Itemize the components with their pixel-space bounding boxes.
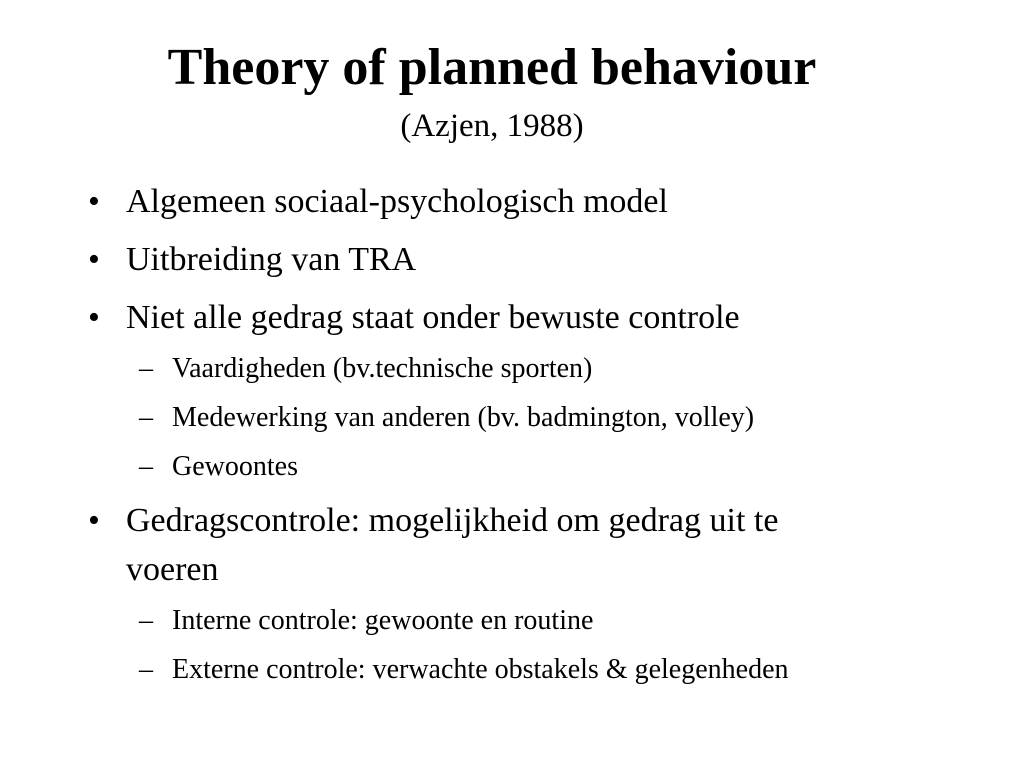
sub-bullet-item: [139, 351, 593, 387]
bullet-marker: •: [88, 183, 100, 220]
bullet-text: voeren: [126, 551, 219, 588]
sub-bullet-item: [139, 603, 594, 639]
sub-bullet-text: Externe controle: verwachte obstakels & gelegenheden: [172, 654, 789, 685]
sub-bullet-item: [139, 400, 755, 436]
dash-marker: –: [139, 605, 153, 636]
bullet-text: Algemeen sociaal-psychologisch model: [126, 183, 668, 220]
bullet-text: Niet alle gedrag staat onder bewuste controle: [126, 299, 740, 336]
bullet-item: [88, 237, 417, 283]
bullet-marker: •: [88, 241, 100, 278]
dash-marker: –: [139, 654, 153, 685]
bullet-item: [88, 295, 740, 341]
bullet-text: Uitbreiding van TRA: [126, 241, 417, 278]
slide-subtitle: (Azjen, 1988): [400, 108, 584, 144]
dash-marker: –: [139, 451, 153, 482]
bullet-item: [88, 498, 779, 544]
slide-title: Theory of planned behaviour: [167, 39, 817, 96]
bullet-text: Gedragscontrole: mogelijkheid om gedrag uit te: [126, 502, 779, 539]
sub-bullet-text: Gewoontes: [172, 451, 298, 482]
bullet-item: [88, 179, 668, 225]
sub-bullet-item: [139, 652, 789, 688]
sub-bullet-text: Medewerking van anderen (bv. badmington, volley): [172, 402, 755, 433]
dash-marker: –: [139, 353, 153, 384]
sub-bullet-item: [139, 449, 298, 485]
bullet-marker: •: [88, 502, 100, 539]
sub-bullet-text: Interne controle: gewoonte en routine: [172, 605, 594, 636]
sub-bullet-text: Vaardigheden (bv.technische sporten): [172, 353, 593, 384]
bullet-continuation: [126, 547, 219, 593]
bullet-marker: •: [88, 299, 100, 336]
dash-marker: –: [139, 402, 153, 433]
